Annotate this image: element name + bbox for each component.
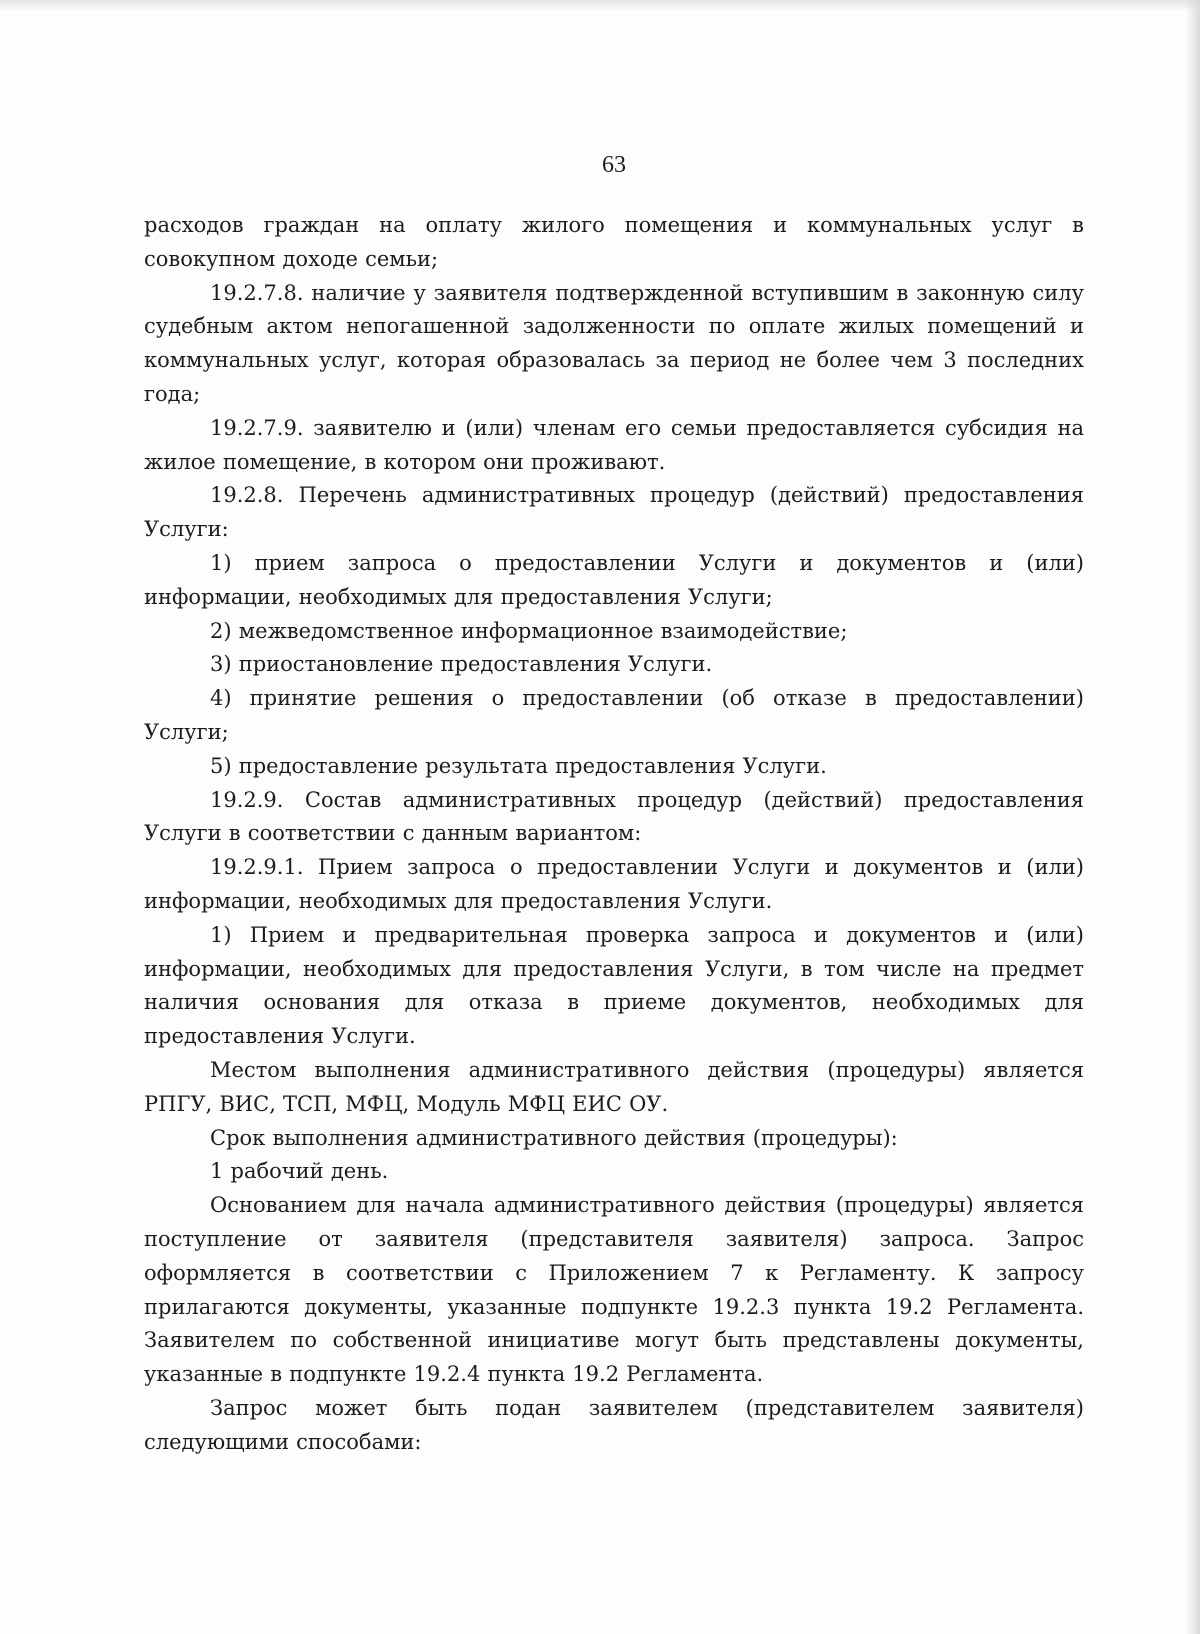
- paragraph-19-2-9: 19.2.9. Состав административных процедур (действий) предоставления Услуги в соответствии с данным вариантом:: [144, 787, 1084, 846]
- paragraph-submission-methods: Запрос может быть подан заявителем (представителем заявителя) следующими способами:: [144, 1395, 1084, 1454]
- paragraph-term-label: Срок выполнения административного действия (процедуры):: [210, 1125, 898, 1150]
- list-item-3: 3) приостановление предоставления Услуги.: [210, 652, 713, 677]
- scan-edge-right: [1186, 0, 1200, 1634]
- paragraph-basis: Основанием для начала административного действия (процедуры) является поступление от заявителя (представителя заявителя) запроса. Запрос оформляется в соответствии с Приложением 7 к Регламенту. К запросу прилагаются документы, указанные подпункте 19.2.3 пункта 19.2 Регламента. Заявителем по собственной инициативе могут быть представлены документы, указанные в подпункте 19.2.4 пункта 19.2 Регламента.: [144, 1193, 1084, 1387]
- list-item-4: 4) принятие решения о предоставлении (об отказе в предоставлении) Услуги;: [144, 686, 1084, 744]
- paragraph-continuation: расходов граждан на оплату жилого помещения и коммунальных услуг в совокупном доходе семьи;: [144, 213, 1084, 271]
- scan-edge-top: [0, 0, 1200, 12]
- document-body: [144, 209, 1084, 1459]
- paragraph-term-value: 1 рабочий день.: [210, 1159, 389, 1184]
- paragraph-19-2-7-9: 19.2.7.9. заявителю и (или) членам его семьи предоставляется субсидия на жилое помещение, в котором они проживают.: [144, 415, 1084, 474]
- paragraph-place: Местом выполнения административного действия (процедуры) является РПГУ, ВИС, ТСП, МФЦ, Модуль МФЦ ЕИС ОУ.: [144, 1057, 1084, 1116]
- paragraph-procedure-1: 1) Прием и предварительная проверка запроса и документов и (или) информации, необходимых для предоставления Услуги, в том числе на предмет наличия основания для отказа в приеме документов, необходимых для предоставления Услуги.: [144, 922, 1084, 1049]
- page-number: 63: [602, 152, 626, 178]
- list-item-2: 2) межведомственное информационное взаимодействие;: [210, 618, 848, 643]
- paragraph-19-2-9-1: 19.2.9.1. Прием запроса о предоставлении Услуги и документов и (или) информации, необходимых для предоставления Услуги.: [144, 855, 1084, 913]
- list-item-5: 5) предоставление результата предоставления Услуги.: [210, 753, 827, 778]
- paragraph-19-2-8: 19.2.8. Перечень административных процедур (действий) предоставления Услуги:: [144, 483, 1084, 542]
- list-item-1: 1) прием запроса о предоставлении Услуги и документов и (или) информации, необходимых для предоставления Услуги;: [144, 550, 1084, 609]
- paragraph-19-2-7-8: 19.2.7.8. наличие у заявителя подтвержденной вступившим в законную силу судебным актом непогашенной задолженности по оплате жилых помещений и коммунальных услуг, которая образовалась за период не более чем 3 последних года;: [144, 280, 1084, 406]
